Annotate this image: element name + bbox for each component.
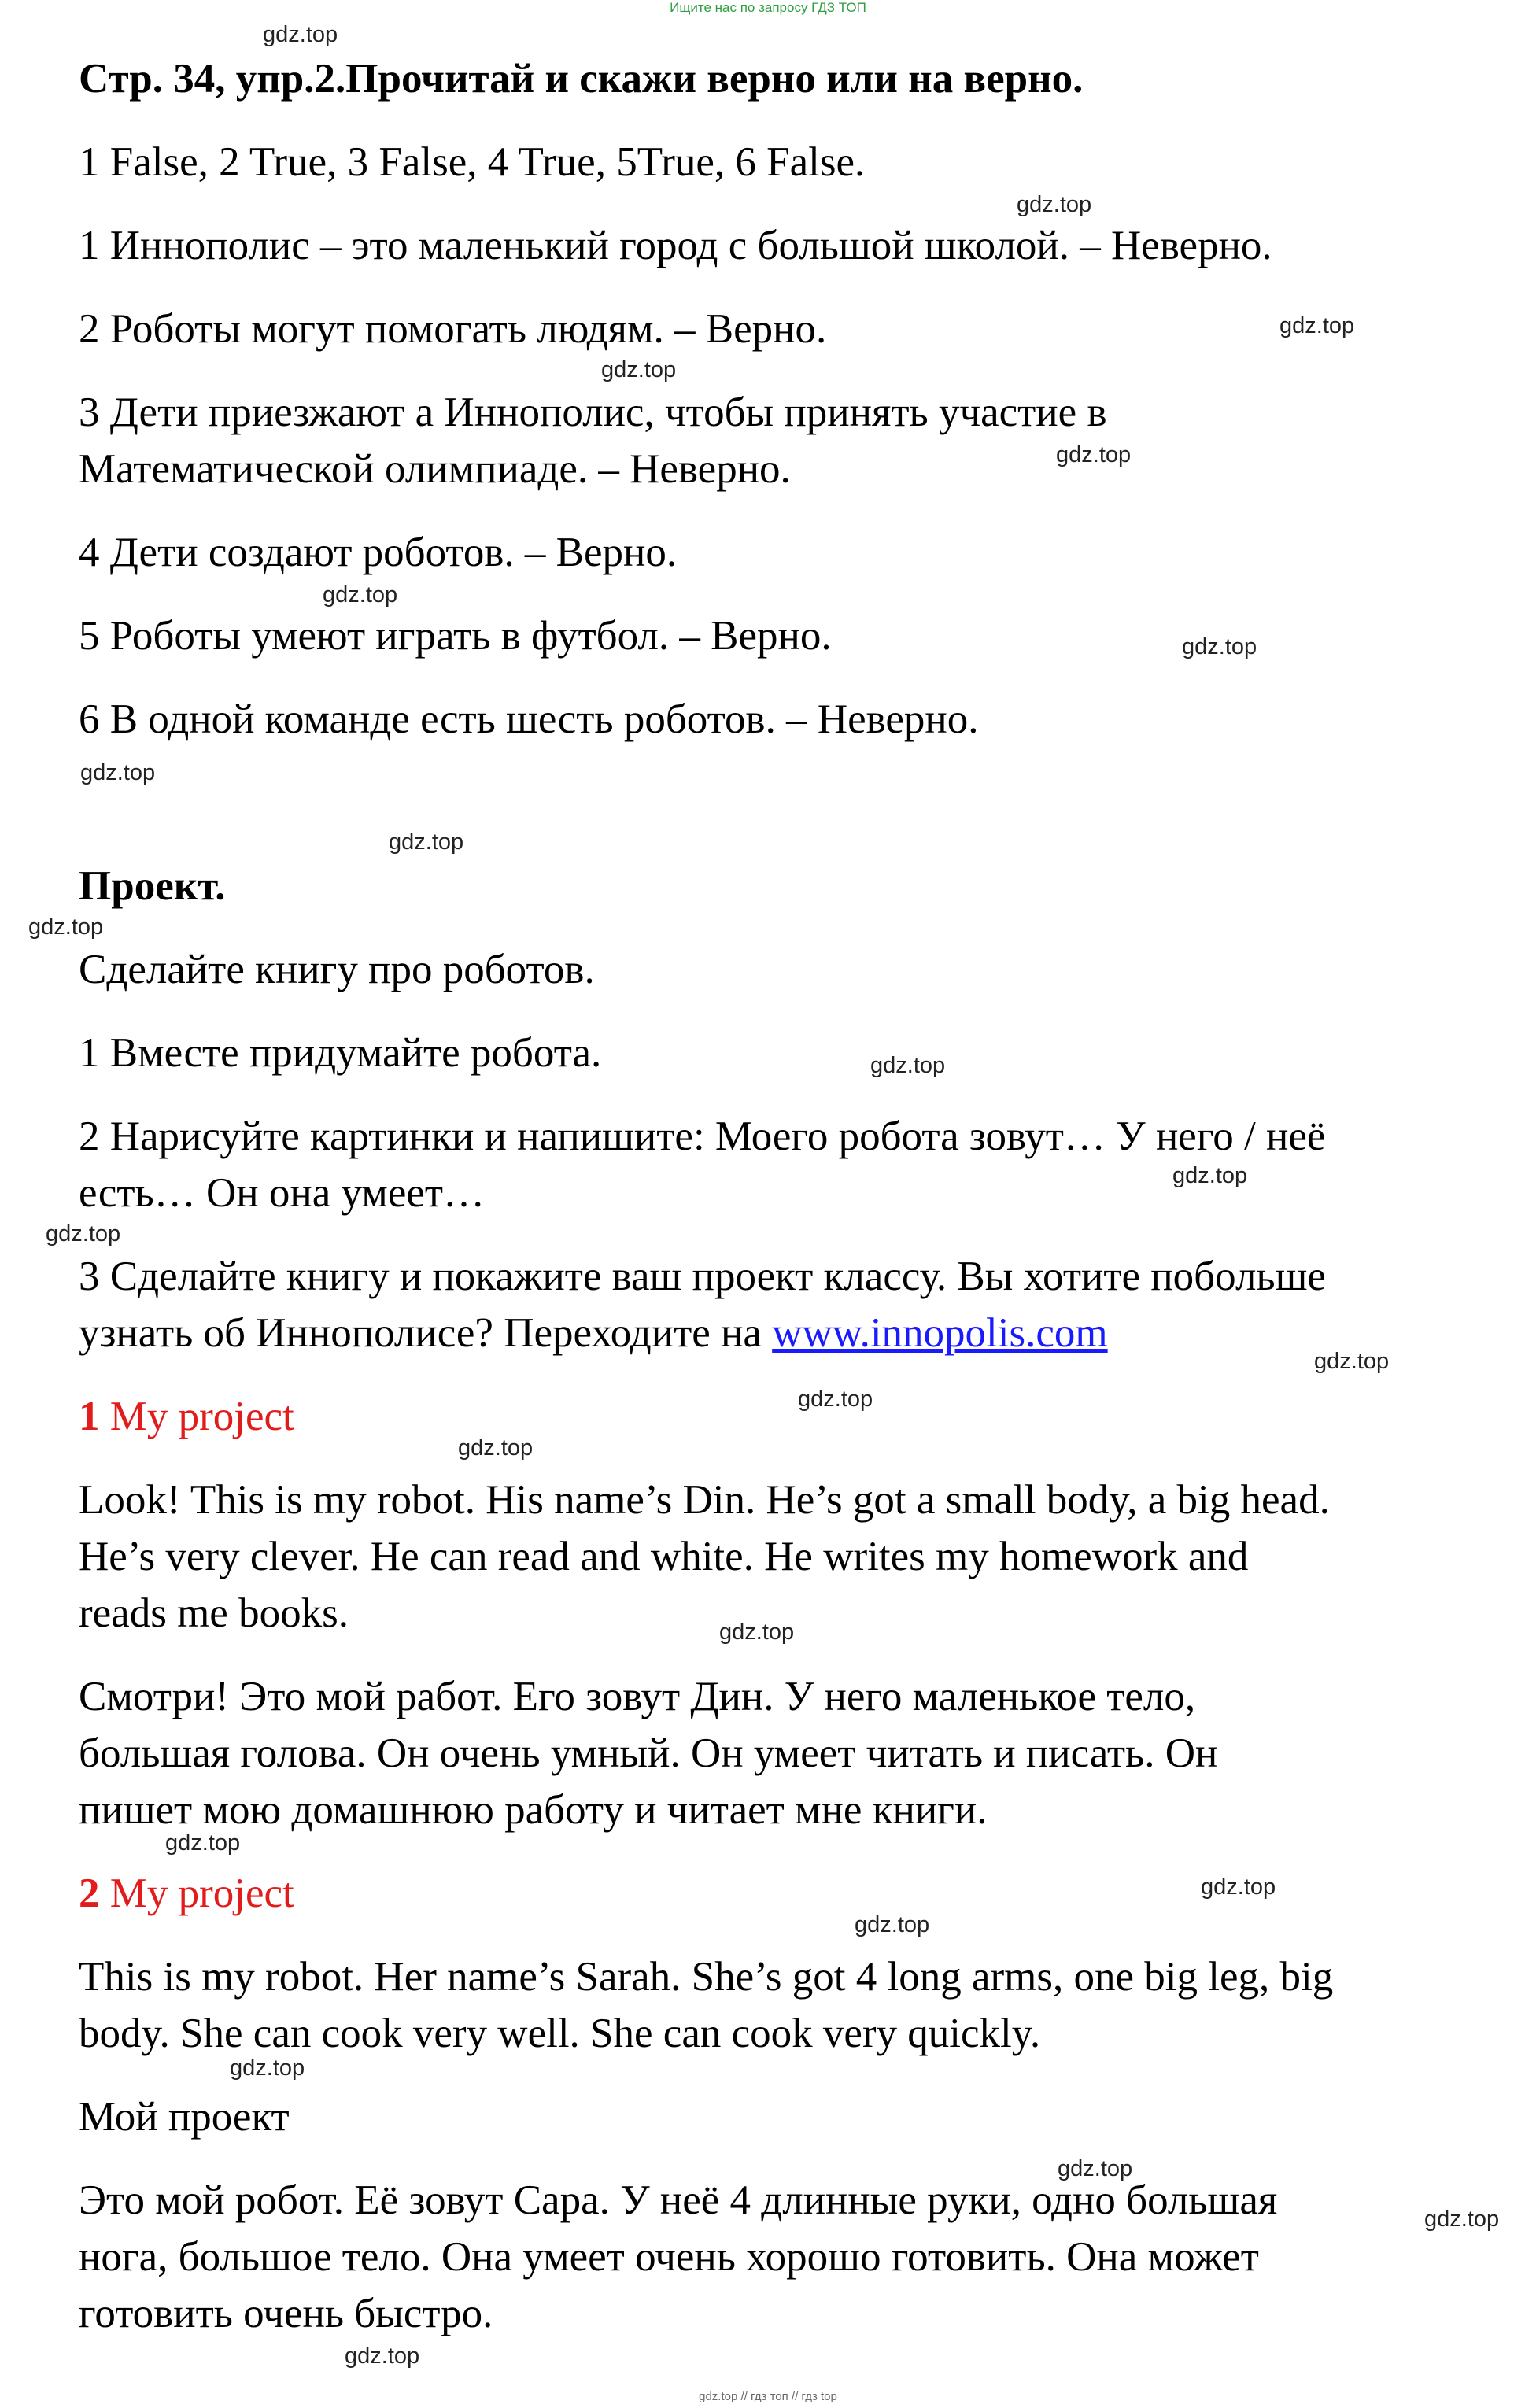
project-1-ru-line-3: пишет мою домашнюю работу и читает мне книги. [79,1787,988,1833]
answers-line: 1 False, 2 True, 3 False, 4 True, 5True, 6 False. [79,139,866,185]
project-step-2-line-1: 2 Нарисуйте картинки и напишите: Моего робота зовут… У него / неё [79,1114,1326,1159]
project-2-en-line-1: This is my robot. Her name’s Sarah. She’s got 4 long arms, one big leg, big [79,1954,1334,2000]
statement-3-line-1: 3 Дети приезжают а Иннополис, чтобы принять участие в [79,390,1107,435]
project-step-3-line-1: 3 Сделайте книгу и покажите ваш проект классу. Вы хотите побольше [79,1254,1326,1299]
watermark: gdz.top [46,1221,121,1246]
watermark: gdz.top [719,1619,795,1645]
project-2-heading [79,1865,294,1922]
project-2-ru-line-1: Это мой робот. Её зовут Сара. У неё 4 длинные руки, одно большая [79,2177,1278,2223]
watermark: gdz.top [389,829,464,855]
watermark: gdz.top [798,1387,873,1412]
project-2-number: 2 [79,1871,100,1916]
statement-4: 4 Дети создают роботов. – Верно. [79,530,678,575]
project-step-2-line-2: есть… Он она умеет… [79,1170,486,1216]
watermark: gdz.top [323,582,398,608]
watermark: gdz.top [1201,1874,1276,1900]
watermark: gdz.top [1424,2207,1500,2232]
project-2-ru-line-3: готовить очень быстро. [79,2291,493,2336]
project-1-heading [79,1388,294,1445]
statement-3-line-2: Математической олимпиаде. – Неверно. [79,446,791,492]
project-step-3-text: узнать об Иннополисе? Переходите на [79,1310,773,1356]
statement-2: 2 Роботы могут помогать людям. – Верно. [79,306,827,352]
watermark: gdz.top [345,2343,420,2369]
project-2-ru-line-2: нога, большое тело. Она умеет очень хорошо готовить. Она может [79,2234,1259,2280]
project-intro: Сделайте книгу про роботов. [79,947,595,992]
innopolis-link[interactable]: www.innopolis.com [772,1310,1108,1356]
watermark: gdz.top [601,357,677,382]
project-1-en-line-2: He’s very clever. He can read and white. He writes my homework and [79,1534,1249,1579]
watermark: gdz.top [80,760,156,785]
project-2-title: My project [99,1871,294,1916]
project-1-title: My project [99,1394,294,1439]
project-step-1: 1 Вместе придумайте робота. [79,1030,602,1076]
project-1-ru-line-2: большая голова. Он очень умный. Он умеет читать и писать. Он [79,1730,1218,1776]
statement-6: 6 В одной команде есть шесть роботов. – Неверно. [79,696,979,742]
watermark: gdz.top [1279,313,1355,338]
watermark: gdz.top [230,2055,305,2081]
watermark: gdz.top [870,1053,946,1078]
search-hint-banner: Ищите нас по запросу ГДЗ ТОП [670,0,866,15]
watermark: gdz.top [1172,1163,1248,1188]
project-title: Проект. [79,863,226,909]
project-1-en-line-1: Look! This is my robot. His name’s Din. He’s got a small body, a big head. [79,1477,1330,1523]
project-1-number: 1 [79,1394,100,1439]
statement-1: 1 Иннополис – это маленький город с большой школой. – Неверно. [79,223,1272,268]
watermark: gdz.top [1056,442,1132,467]
watermark: gdz.top [1058,2156,1133,2181]
watermark: gdz.top [1314,1349,1390,1374]
project-1-ru-line-1: Смотри! Это мой работ. Его зовут Дин. У него маленькое тело, [79,1674,1196,1719]
watermark: gdz.top [855,1912,930,1937]
watermark: gdz.top [263,22,338,47]
watermark: gdz.top [1182,634,1257,659]
project-1-en-line-3: reads me books. [79,1590,349,1636]
footer-watermark: gdz.top // гдз топ // гдз top [699,2390,837,2403]
project-2-en-line-2: body. She can cook very well. She can cook very quickly. [79,2011,1041,2056]
watermark: gdz.top [28,914,104,940]
watermark: gdz.top [165,1830,241,1856]
project-step-3-line-2 [79,1305,1108,1361]
exercise-title: Стр. 34, упр.2.Прочитай и скажи верно или на верно. [79,56,1084,102]
watermark: gdz.top [458,1435,534,1461]
statement-5: 5 Роботы умеют играть в футбол. – Верно. [79,613,832,659]
project-2-ru-title: Мой проект [79,2094,290,2140]
watermark: gdz.top [1017,192,1092,217]
